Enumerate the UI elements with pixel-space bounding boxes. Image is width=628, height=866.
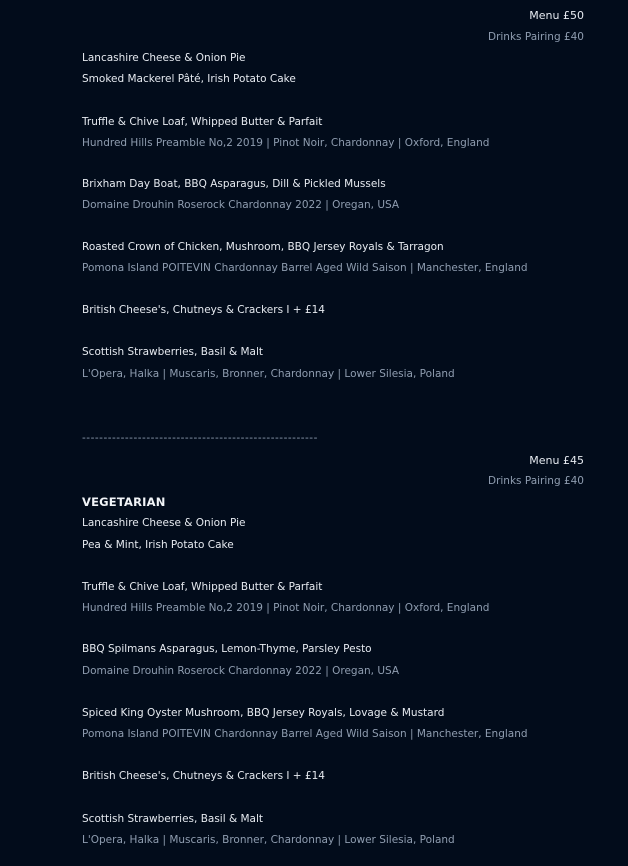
wine-pairing: L'Opera, Halka | Muscaris, Bronner, Chardonnay | Lower Silesia, Poland: [82, 368, 455, 380]
drinks-pairing-price: Drinks Pairing £40: [487, 475, 584, 487]
menu-price: Menu £50: [529, 9, 584, 22]
course-dish: Lancashire Cheese & Onion Pie: [82, 52, 246, 64]
drinks-pairing-price: Drinks Pairing £40: [487, 31, 584, 43]
course-dish: Truffle & Chive Loaf, Whipped Butter & Parfait: [82, 581, 323, 593]
course-dish: British Cheese's, Chutneys & Crackers I + £14: [82, 304, 325, 316]
course-dish: BBQ Spilmans Asparagus, Lemon-Thyme, Parsley Pesto: [82, 643, 372, 655]
wine-pairing: Domaine Drouhin Roserock Chardonnay 2022 | Oregan, USA: [82, 199, 400, 211]
wine-pairing: Hundred Hills Preamble No,2 2019 | Pinot Noir, Chardonnay | Oxford, England: [82, 602, 490, 614]
wine-pairing: Domaine Drouhin Roserock Chardonnay 2022 | Oregan, USA: [82, 665, 400, 677]
wine-pairing: L'Opera, Halka | Muscaris, Bronner, Chardonnay | Lower Silesia, Poland: [82, 834, 455, 846]
section-heading: VEGETARIAN: [82, 495, 166, 509]
course-dish: Spiced King Oyster Mushroom, BBQ Jersey Royals, Lovage & Mustard: [82, 707, 445, 719]
course-dish: Truffle & Chive Loaf, Whipped Butter & Parfait: [82, 116, 323, 128]
course-dish: Roasted Crown of Chicken, Mushroom, BBQ Jersey Royals & Tarragon: [82, 241, 444, 253]
course-dish: Pea & Mint, Irish Potato Cake: [82, 539, 234, 551]
course-dish: Brixham Day Boat, BBQ Asparagus, Dill & Pickled Mussels: [82, 178, 386, 190]
course-dish: Lancashire Cheese & Onion Pie: [82, 517, 246, 529]
course-dish: British Cheese's, Chutneys & Crackers I + £14: [82, 770, 325, 782]
wine-pairing: Hundred Hills Preamble No,2 2019 | Pinot Noir, Chardonnay | Oxford, England: [82, 137, 490, 149]
course-dish: Scottish Strawberries, Basil & Malt: [82, 346, 264, 358]
course-dish: Scottish Strawberries, Basil & Malt: [82, 813, 264, 825]
menu-price: Menu £45: [529, 454, 584, 467]
wine-pairing: Pomona Island POITEVIN Chardonnay Barrel Aged Wild Saison | Manchester, England: [82, 728, 528, 740]
course-dish: Smoked Mackerel Pâté, Irish Potato Cake: [82, 73, 296, 85]
section-divider: -------------------------------------------------------: [82, 432, 318, 444]
wine-pairing: Pomona Island POITEVIN Chardonnay Barrel Aged Wild Saison | Manchester, England: [82, 262, 528, 274]
